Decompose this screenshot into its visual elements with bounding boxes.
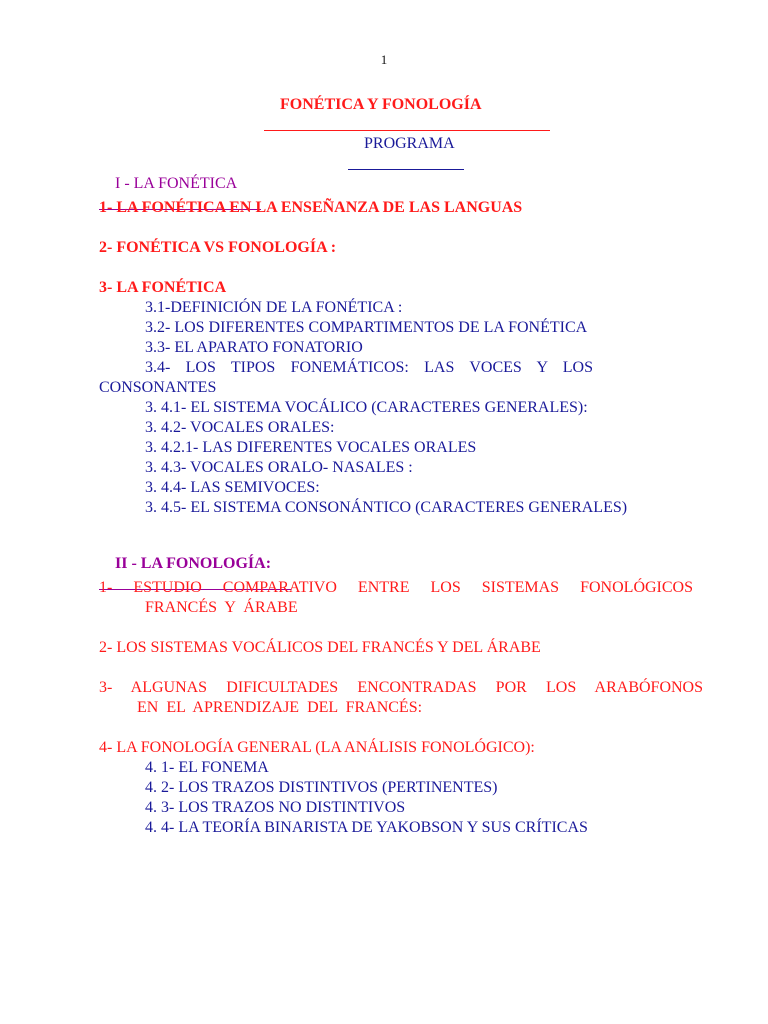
- section1-subitem: 3.2- LOS DIFERENTES COMPARTIMENTOS DE LA FONÉTICA: [145, 319, 588, 336]
- section1-item-1: 1- LA FONÉTICA EN LA ENSEÑANZA DE LAS LANGUAS: [99, 199, 523, 216]
- section2-subitem: 4. 2- LOS TRAZOS DISTINTIVOS (PERTINENTES): [145, 779, 498, 796]
- section1-subitem: 3. 4.2- VOCALES ORALES:: [145, 419, 335, 436]
- section1-subitem: 3. 4.5- EL SISTEMA CONSONÁNTICO (CARACTERES GENERALES): [145, 499, 628, 516]
- section2-item-3-continued: EN EL APRENDIZAJE DEL FRANCÉS:: [137, 699, 423, 716]
- section1-subitem: 3.4- LOS TIPOS FONEMÁTICOS: LAS VOCES Y LOS: [145, 359, 593, 376]
- section1-subitem: CONSONANTES: [99, 379, 217, 396]
- section1-subitem: 3. 4.4- LAS SEMIVOCES:: [145, 479, 320, 496]
- section-heading-fonologia-text: II - LA FONOLOGÍA:: [115, 555, 272, 572]
- section1-subitem: 3. 4.2.1- LAS DIFERENTES VOCALES ORALES: [145, 439, 477, 456]
- section1-item-3: 3- LA FONÉTICA: [99, 279, 227, 296]
- section2-item-2: 2- LOS SISTEMAS VOCÁLICOS DEL FRANCÉS Y DEL ÁRABE: [99, 639, 541, 656]
- section2-item-1: 1- ESTUDIO COMPARATIVO ENTRE LOS SISTEMAS FONOLÓGICOS: [99, 579, 693, 596]
- section2-subitem: 4. 4- LA TEORÍA BINARISTA DE YAKOBSON Y SUS CRÍTICAS: [145, 819, 588, 836]
- document-subtitle-text: PROGRAMA: [364, 135, 455, 152]
- section-heading-fonetica-text: I - LA FONÉTICA: [115, 175, 238, 192]
- section1-subitem: 3. 4.3- VOCALES ORALO- NASALES :: [145, 459, 413, 476]
- page-number: 1: [380, 52, 388, 67]
- section2-item-1-continued: FRANCÉS Y ÁRABE: [145, 599, 298, 616]
- section1-subitem: 3.3- EL APARATO FONATORIO: [145, 339, 363, 356]
- document-subtitle: [348, 118, 464, 170]
- section1-subitem: 3. 4.1- EL SISTEMA VOCÁLICO (CARACTERES GENERALES):: [145, 399, 588, 416]
- document-title-text: FONÉTICA Y FONOLOGÍA: [280, 96, 482, 113]
- section2-subitem: 4. 3- LOS TRAZOS NO DISTINTIVOS: [145, 799, 406, 816]
- section1-subitem: 3.1-DEFINICIÓN DE LA FONÉTICA :: [145, 299, 403, 316]
- section2-item-3: 3- ALGUNAS DIFICULTADES ENCONTRADAS POR LOS ARABÓFONOS: [99, 679, 703, 696]
- section2-subitem: 4. 1- EL FONEMA: [145, 759, 269, 776]
- section1-item-2: 2- FONÉTICA VS FONOLOGÍA :: [99, 239, 337, 256]
- section2-item-4: 4- LA FONOLOGÍA GENERAL (LA ANÁLISIS FONOLÓGICO):: [99, 739, 535, 756]
